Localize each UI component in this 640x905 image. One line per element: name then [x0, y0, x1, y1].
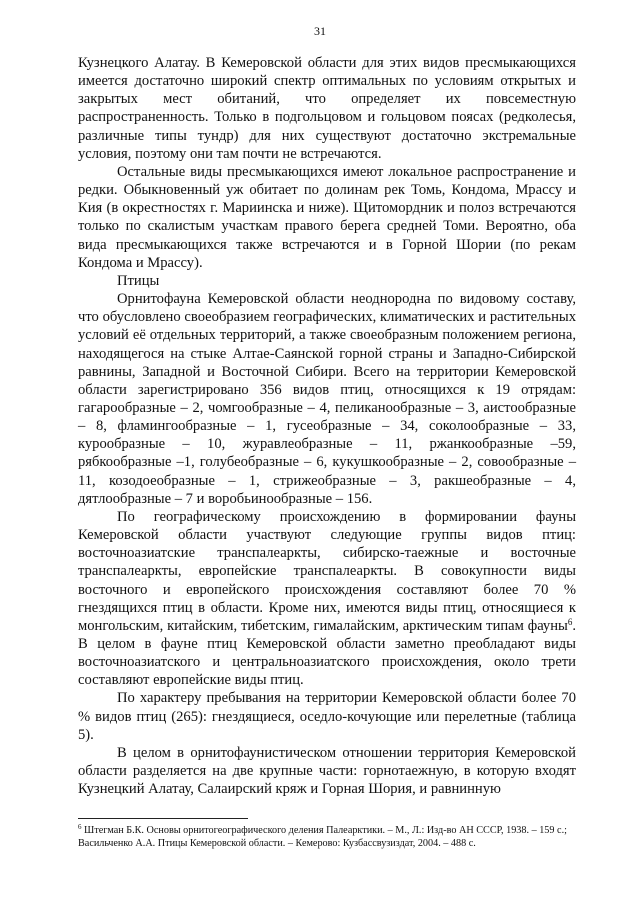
paragraph-reptiles-habitat: Кузнецкого Алатау. В Кемеровской области для этих видов пресмыкающихся имеется достаточно широкий спектр оптимальных по условиям открытых и закрытых мест обитаний, что определяет их повсеместную распространенность. Только в подгольцовом и гольцовом поясах (редколесья, различные типы тундр) для них существуют достаточно экстремальные условия, поэтому они там почти не встречаются.: [78, 55, 576, 162]
footnote: [78, 824, 576, 850]
page-number: 31: [314, 24, 326, 38]
paragraph-text: По географическому происхождению в формировании фауны Кемеровской области участвуют следующие группы видов птиц: восточноазиатские транспалеаркты, сибирско-таежные и восточные транспалеаркты, европейские транспалеаркты. В совокупности виды восточного и европейского происхождения составляют более 70 % гнездящихся птиц в области. Кроме них, имеются виды птиц, относящиеся к монгольским, китайским, тибетским, гималайским, арктическим типам фауны: [78, 508, 576, 634]
paragraph-reptiles-rare: Остальные виды пресмыкающихся имеют локальное распространение и редки. Обыкновенный уж обитает по долинам рек Томь, Кондома, Мрассу и Кия (в окрестностях г. Мариинска и ниже). Щитомордник и полоз встречаются только по скалистым участкам правого берега средней Томи. Вероятно, оба вида пресмыкающихся также встречаются и в Горной Шории (по рекам Кондома и Мрассу).: [78, 163, 576, 271]
footnote-reference[interactable]: 6: [567, 616, 573, 627]
section-heading-birds: Птицы: [117, 272, 160, 289]
main-text: [78, 54, 576, 798]
paragraph-residence: По характеру пребывания на территории Кемеровской области более 70 % видов птиц (265): гнездящиеся, оседло-кочующие или перелетные (таблица 5).: [78, 690, 576, 743]
footnote-text: Штегман Б.К. Основы орнитогеографического деления Палеарктики. – М., Л.: Изд-во АН СССР, 1938. – 159 с.; Васильченко А.А. Птицы Кемеровской области. – Кемерово: Кузбассвузиздат, 2004. – 488 с.: [78, 825, 567, 849]
paragraph-division: В целом в орнитофаунистическом отношении территория Кемеровской области разделяется на две крупные части: горнотаежную, в которую входят Кузнецкий Алатау, Салаирский кряж и Горная Шория, и равнинную: [78, 744, 576, 798]
paragraph-text: . В целом в фауне птиц Кемеровской области заметно преобладают виды восточноазиатского и центральноазиатского происхождения, около трети составляют европейские виды птиц.: [78, 617, 576, 689]
footnote-divider: [78, 818, 248, 819]
footnote-marker: 6: [78, 823, 82, 831]
paragraph-ornithofauna: Орнитофауна Кемеровской области неоднородна по видовому составу, что обусловлено своеобразием географических, климатических и растительных условий её отдельных территорий, а также своеобразным положением региона, находящегося на стыке Алтае-Саянской горной страны и Западно-Сибирской равнины, Западной и Восточной Сибири. Всего на территории Кемеровской области зарегистрировано 356 видов птиц, относящихся к 19 отрядам: гагарообразные – 2, чомгообразные – 4, пеликанообразные – 3, аистообразные – 8, фламингообразные – 1, гусеобразные – 34, соколообразные – 33, курообразные – 10, журавлеобразные – 11, ржанкообразные –59, рябкообразные –1, голубеобразные – 6, кукушкообразные – 2, совообразные – 11, козодоеобразные – 1, стрижеобразные – 3, ракшеобразные – 4, дятлообразные – 7 и воробьинообразные – 156.: [78, 291, 576, 507]
paragraph-geographic-origin: [78, 508, 576, 690]
